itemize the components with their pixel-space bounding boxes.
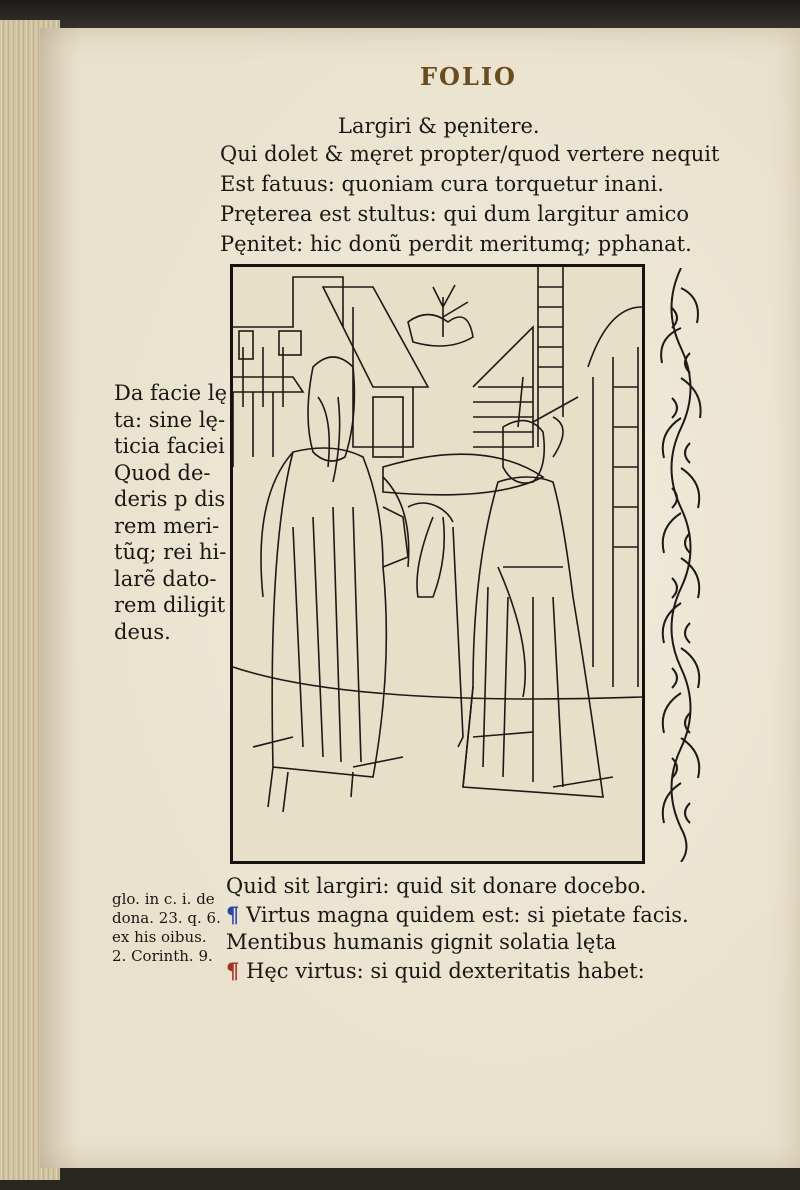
bottom-line-1: Quid sit largiri: quid sit donare docebo. (226, 874, 647, 898)
side-note-line: rem meri- (114, 513, 220, 538)
gloss-line: glo. in c. i. de (112, 890, 215, 908)
verse-line-1: Qui dolet & męret propter/quod vertere nequit (220, 142, 720, 166)
bottom-line-4 (226, 958, 645, 983)
gloss-line: ex his oibus. (112, 928, 207, 946)
bottom-line-3: Mentibus humanis gignit solatia lęta (226, 930, 617, 954)
bottom-line-4-text: Hęc virtus: si quid dexteritatis habet: (246, 959, 645, 983)
bottom-line-2 (226, 902, 689, 927)
side-note-line: rem diligit (114, 593, 226, 617)
side-note-line: ta: sine lę- (114, 407, 226, 432)
bottom-line-2-text: Virtus magna quidem est: si pietate facis. (246, 903, 689, 927)
vine-ornament (652, 268, 710, 862)
ornamental-border (652, 268, 710, 862)
side-note-line: Quod de- (114, 460, 211, 485)
side-note-line: Da facie lę (114, 381, 228, 405)
verse-line-2: Est fatuus: quoniam cura torquetur inani. (220, 172, 664, 196)
section-heading: Largiri & pęnitere. (338, 114, 540, 138)
pilcrow-red: ¶ (226, 958, 240, 983)
verse-line-4: Pęnitet: hic donũ perdit meritumq; pphanat. (220, 232, 692, 256)
marginal-gloss (112, 890, 221, 966)
woodcut-drawing (233, 267, 642, 861)
gloss-line: 2. Corinth. 9. (112, 947, 213, 965)
side-note-line: deris p dis (114, 487, 226, 511)
side-note-line: deus. (114, 619, 171, 644)
pilcrow-blue: ¶ (226, 902, 240, 927)
folio-heading: FOLIO (420, 62, 517, 91)
book-top-edge (0, 0, 800, 30)
woodcut-illustration (230, 264, 645, 864)
gloss-line: dona. 23. q. 6. (112, 909, 221, 927)
side-note-line: larẽ dato- (114, 566, 217, 591)
side-note-line: tũq; rei hi- (114, 540, 227, 564)
side-note-line: ticia faciei (114, 434, 225, 458)
side-note (114, 380, 227, 645)
verse-line-3: Pręterea est stultus: qui dum largitur amico (220, 202, 689, 226)
